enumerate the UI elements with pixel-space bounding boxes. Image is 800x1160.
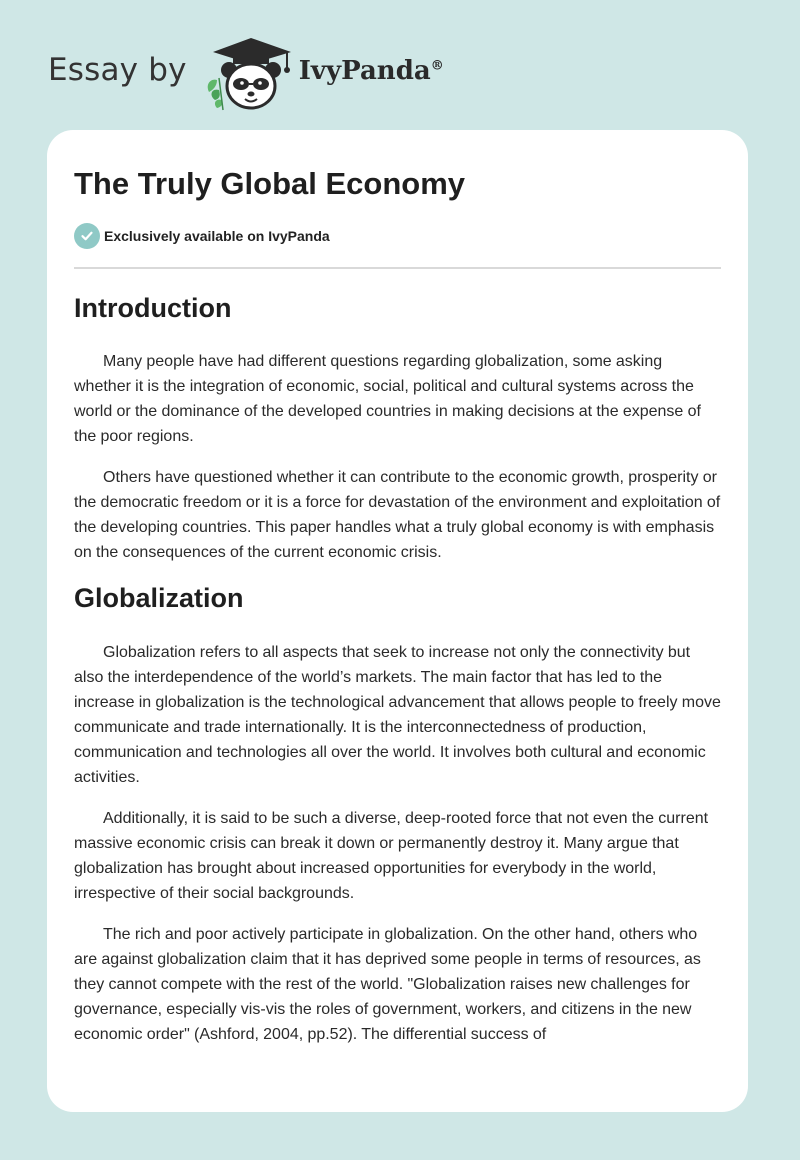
divider (74, 267, 721, 269)
exclusive-label: Exclusively available on IvyPanda (104, 228, 330, 244)
site-header (48, 34, 444, 114)
paragraph: Globalization refers to all aspects that seek to increase not only the connectivity but also the interdependence of the world’s markets. The main factor that has led to the increase in globalization is the technological advancement that allows people to freely move communicate and trade internationally. It is the interconnectedness of production, communication and technologies all over the world. It involves both cultural and economic activities. (74, 644, 721, 786)
section-globalization (74, 581, 721, 1047)
paragraph: The rich and poor actively participate in globalization. On the other hand, others who are against globalization claim that it has deprived some people in terms of resources, as they cannot compete with the rest of the world. "Globalization raises new challenges for governance, especially vis-vis the roles of government, workers, and citizens in the new economic order" (Ashford, 2004, pp.52). The differential success of (74, 926, 701, 1043)
brand-prefix: Essay by (48, 52, 187, 88)
paragraph: Others have questioned whether it can contribute to the economic growth, prosperity or the democratic freedom or it is a force for devastation of the environment and exploitation of the developing countries. This paper handles what a truly global economy is with emphasis on the consequences of the current economic crisis. (74, 469, 721, 561)
panda-graduate-icon[interactable] (203, 34, 297, 114)
section-heading: Globalization (74, 583, 244, 613)
page-title: The Truly Global Economy (74, 166, 466, 201)
check-circle-icon (74, 223, 100, 249)
section-heading: Introduction (74, 293, 232, 323)
section-introduction (74, 291, 721, 565)
brand-name[interactable]: IvyPanda® (298, 56, 444, 86)
paragraph: Additionally, it is said to be such a diverse, deep-rooted force that not even the current massive economic crisis can break it down or permanently destroy it. Many argue that globalization has brought about increased opportunities for everybody in the world, irrespective of their social backgrounds. (74, 810, 709, 902)
exclusive-badge (74, 222, 721, 250)
paragraph: Many people have had different questions regarding globalization, some asking whether it is the integration of economic, social, political and cultural systems across the world or the dominance of the developed countries in making decisions at the expense of the poor regions. (74, 353, 701, 445)
essay-card (47, 130, 748, 1112)
